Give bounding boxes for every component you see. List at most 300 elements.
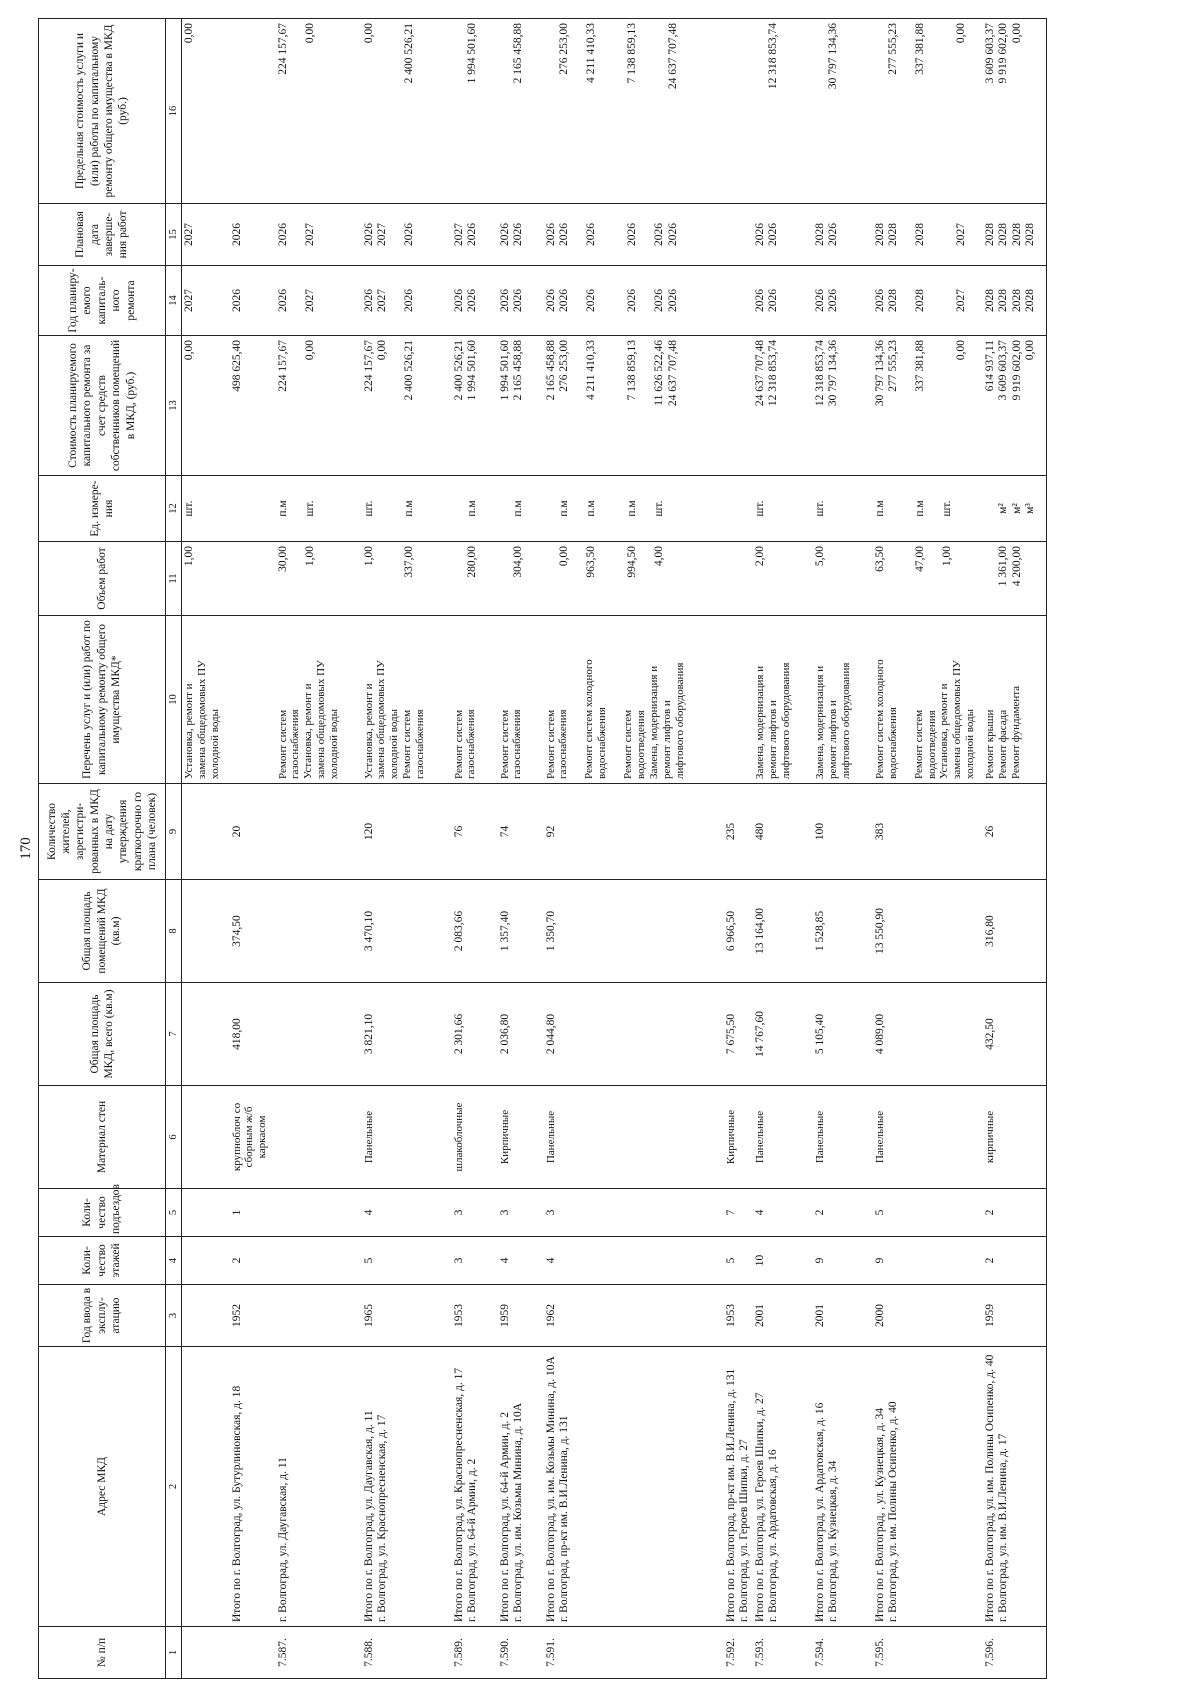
cell-floors: 4	[544, 1237, 724, 1285]
cell-entr: 3	[452, 1189, 498, 1237]
column-header: Общая площадь МКД, всего (кв.м)	[39, 983, 166, 1086]
cell-line: 2028	[997, 223, 1010, 246]
cell-vol	[276, 542, 362, 616]
cell-unit	[452, 476, 498, 542]
cell-line: шт.	[653, 500, 665, 517]
cell-line: холодной воды	[964, 708, 977, 779]
cell-line: 0,00	[303, 23, 316, 44]
cell-line	[572, 23, 586, 199]
cell-line	[612, 480, 626, 537]
cell-line	[984, 546, 998, 611]
cell-line: 2028	[887, 223, 900, 246]
cell-line	[545, 546, 559, 611]
cell-line: 277 555,23	[887, 340, 900, 392]
cell-limit	[983, 19, 1047, 204]
column-number: 7	[166, 983, 182, 1086]
cell-line: шлакоблочные	[452, 1102, 465, 1172]
cell-line	[290, 23, 304, 199]
cell-works	[230, 616, 276, 784]
cell-mat	[498, 1086, 544, 1189]
cell-line	[599, 340, 613, 471]
cell-year: 1959	[983, 1285, 1047, 1347]
cell-cost	[873, 336, 983, 476]
cell-year: 2000	[873, 1285, 983, 1347]
cell-line	[390, 208, 404, 261]
cell-line: 2028	[914, 223, 927, 246]
cell-floors: 9	[813, 1237, 873, 1285]
cell-line: 2026	[466, 223, 479, 246]
cell-res: 480	[753, 784, 813, 880]
cell-line	[499, 23, 513, 199]
cell-line: 1 994 501,60	[466, 23, 479, 84]
cell-works	[362, 616, 452, 784]
cell-cost	[182, 336, 230, 476]
cell-floors: 3	[452, 1237, 498, 1285]
cell-line	[814, 23, 828, 199]
cell-line	[390, 270, 404, 331]
cell-mat	[813, 1086, 873, 1189]
cell-line: 2027	[452, 223, 465, 246]
cell-line: замена общедомовых ПУ	[375, 660, 388, 779]
cell-area_p: 6 966,50	[724, 880, 753, 983]
cell-line: 0,00	[183, 23, 195, 44]
cell-end	[873, 204, 983, 266]
cell-line: 2028	[983, 223, 996, 246]
cell-line: 224 157,67	[276, 340, 289, 392]
cell-line	[612, 23, 626, 199]
cell-res: 92	[544, 784, 724, 880]
cell-line: п.м	[512, 500, 525, 517]
cell-line: 4,00	[653, 546, 665, 567]
cell-line: м³	[1024, 503, 1037, 514]
cell-line	[453, 23, 467, 199]
cell-line	[901, 340, 915, 471]
cell-line: 2026	[767, 223, 780, 246]
cell-area_p: 13 164,00	[753, 880, 813, 983]
cell-line: п.м	[625, 500, 638, 517]
cell-line: 1 994 501,60	[498, 340, 511, 401]
cell-line: 2026	[452, 289, 465, 312]
cell-line: 9 919 602,00	[1010, 340, 1023, 401]
cell-area_p: 1 350,70	[544, 880, 724, 983]
cell-line: г. Волгоград, ул. 64-й Армии, д. 2	[466, 1458, 479, 1622]
cell-line: ремонт лифтов и	[661, 700, 674, 779]
cell-line: 12 318 853,74	[767, 340, 780, 407]
cell-line: Ремонт систем	[401, 709, 414, 779]
cell-cost	[230, 336, 276, 476]
cell-line: замена общедомовых ПУ	[195, 660, 208, 779]
cell-line	[984, 480, 998, 537]
cell-limit	[544, 19, 724, 204]
cell-line: 2026	[276, 223, 289, 246]
cell-line: 337 381,88	[914, 23, 927, 75]
cell-line	[390, 480, 404, 537]
cell-line: водоснабжения	[886, 707, 899, 779]
cell-line	[639, 340, 653, 471]
cell-works	[182, 616, 230, 784]
cell-line	[928, 208, 942, 261]
cell-line: газоснабжения	[511, 709, 524, 779]
column-header: Материал стен	[39, 1086, 166, 1189]
cell-line	[653, 23, 667, 199]
cell-line: Итого по г. Волгоград, ул. Героев Шипки, д. 27	[753, 1392, 766, 1622]
cell-line: 1 994 501,60	[466, 340, 479, 401]
cell-line: 24 637 707,48	[753, 340, 766, 407]
cell-line: Замена, модернизация и	[648, 665, 661, 779]
cell-line: 2026	[625, 289, 638, 312]
table-row	[230, 19, 276, 1679]
cell-entr: 4	[753, 1189, 813, 1237]
cell-line: газоснабжения	[414, 709, 427, 779]
cell-num: 7.595.	[873, 1627, 983, 1679]
cell-year: 1952	[230, 1285, 276, 1347]
cell-line: 2026	[498, 289, 511, 312]
cell-line: 3 609 603,37	[983, 23, 996, 84]
cell-unit	[813, 476, 873, 542]
cell-mat	[873, 1086, 983, 1189]
cell-cost	[452, 336, 498, 476]
cell-line: 12 318 853,74	[813, 340, 826, 407]
cell-floors: 5	[362, 1237, 452, 1285]
cell-line: 0,00	[955, 23, 967, 44]
cell-line: 2027	[303, 289, 316, 312]
cell-line: 2 165 458,88	[512, 23, 525, 84]
cell-line	[612, 208, 626, 261]
cell-unit	[873, 476, 983, 542]
cell-addr	[362, 1347, 452, 1627]
column-number: 13	[166, 336, 182, 476]
cell-area: 4 089,00	[873, 983, 983, 1086]
cell-line: Ремонт систем	[498, 709, 511, 779]
cell-line: Панельные	[753, 1110, 766, 1164]
cell-line: Итого по г. Волгоград, пр-кт им. В.И.Ленина, д. 131	[724, 1368, 737, 1622]
cell-line: шт.	[813, 500, 826, 517]
cell-plan	[362, 266, 452, 336]
column-number: 1	[166, 1627, 182, 1679]
cell-line: 224 157,67	[362, 340, 375, 392]
cell-line: 4 200,00	[1010, 546, 1023, 587]
header-row	[39, 19, 166, 1679]
cell-line: кирпичные	[983, 1110, 996, 1164]
table-row	[813, 19, 873, 1679]
cell-line: 30 797 134,36	[873, 340, 886, 407]
cell-line: 9 919 602,00	[997, 23, 1010, 84]
cell-line	[612, 270, 626, 331]
cell-res: 20	[230, 784, 276, 880]
cell-area_p: 316,80	[983, 880, 1047, 983]
cell-year	[182, 1285, 230, 1347]
cell-line: 11 626 522,46	[653, 340, 665, 406]
cell-works	[276, 616, 362, 784]
cell-line	[599, 546, 613, 611]
cell-line: 0,00	[303, 340, 316, 361]
cell-area: 432,50	[983, 983, 1047, 1086]
cell-line: каркасом	[256, 1115, 269, 1159]
cell-line: 2028	[1010, 223, 1023, 246]
cell-line: сборным ж/б	[243, 1106, 256, 1168]
cell-line: 2 165 458,88	[544, 340, 557, 401]
cell-line: г. Волгоград, ул. им. Полины Осипенко, д. 40	[887, 1401, 900, 1622]
cell-addr	[813, 1347, 873, 1627]
cell-line: 2026	[403, 223, 416, 246]
cell-works	[498, 616, 544, 784]
cell-cost	[753, 336, 813, 476]
cell-line	[941, 208, 955, 261]
cell-line	[599, 208, 613, 261]
cell-line: 2026	[466, 289, 479, 312]
cell-plan	[276, 266, 362, 336]
cell-line: Панельные	[544, 1110, 557, 1164]
cell-line: водоснабжения	[596, 707, 609, 779]
cell-area_p: 2 083,66	[452, 880, 498, 983]
cell-end	[544, 204, 724, 266]
column-number: 5	[166, 1189, 182, 1237]
cell-end	[182, 204, 230, 266]
cell-line	[290, 208, 304, 261]
cell-line	[290, 546, 304, 611]
cell-num: 7.594.	[813, 1627, 873, 1679]
cell-addr	[983, 1347, 1047, 1627]
cell-line: шт.	[362, 500, 375, 517]
cell-line: холодной воды	[208, 708, 221, 779]
cell-addr	[544, 1347, 724, 1627]
cell-line: 337 381,88	[914, 340, 927, 392]
cell-line: 304,00	[512, 546, 525, 578]
cell-area_p: 3 470,10	[362, 880, 452, 983]
cell-line	[612, 340, 626, 471]
cell-line: 0,00	[955, 340, 967, 361]
cell-line: Итого по г. Волгоград, ул. Ардатовская, д. 16	[813, 1402, 826, 1622]
cell-year: 2001	[813, 1285, 873, 1347]
column-number: 4	[166, 1237, 182, 1285]
cell-line: м²	[997, 503, 1010, 514]
cell-line: 7 138 859,13	[625, 23, 638, 84]
cell-line: г. Волгоград, ул. Краснопресненская, д. 17	[376, 1414, 389, 1622]
cell-limit	[753, 19, 813, 204]
cell-line	[599, 480, 613, 537]
cell-line: водоотведения	[925, 710, 938, 779]
cell-line	[570, 620, 583, 779]
cell-limit	[813, 19, 873, 204]
cell-cost	[724, 336, 753, 476]
cell-line: 30 797 134,36	[827, 23, 840, 90]
cell-year	[276, 1285, 362, 1347]
column-header: Коли-чество этажей	[39, 1237, 166, 1285]
cell-line	[376, 546, 390, 611]
cell-num: 7.590.	[498, 1627, 544, 1679]
cell-line: 2028	[873, 223, 886, 246]
cell-line: 2028	[997, 289, 1010, 312]
cell-vol	[230, 542, 276, 616]
cell-line	[941, 23, 955, 199]
cell-line	[928, 23, 942, 199]
cell-line: шт.	[303, 500, 316, 517]
cell-cost	[362, 336, 452, 476]
cell-line: 2026	[498, 223, 511, 246]
cell-addr	[276, 1347, 362, 1627]
cell-line	[639, 546, 653, 611]
table-row	[873, 19, 983, 1679]
cell-entr: 7	[724, 1189, 753, 1237]
cell-line: 5,00	[813, 546, 826, 567]
cell-line: г. Волгоград, ул. Ардатовская, д. 16	[767, 1449, 780, 1622]
cell-line	[376, 480, 390, 537]
cell-line: 2028	[1010, 289, 1023, 312]
cell-addr	[873, 1347, 983, 1627]
cell-line: Установка, ремонт и	[938, 683, 951, 779]
column-header: Год планиру-емого капиталь-ного ремонта	[39, 266, 166, 336]
cell-line: 2028	[1024, 289, 1037, 312]
cell-cost	[813, 336, 873, 476]
cell-line: Панельные	[873, 1110, 886, 1164]
cell-entr	[182, 1189, 230, 1237]
cell-line	[900, 620, 913, 779]
cell-line: 7 138 859,13	[625, 340, 638, 401]
cell-res: 76	[452, 784, 498, 880]
table-row	[544, 19, 724, 1679]
column-header: Плановая дата заверше-ния работ	[39, 204, 166, 266]
cell-line	[639, 480, 653, 537]
table-row	[498, 19, 544, 1679]
cell-year: 2001	[753, 1285, 813, 1347]
cell-line: лифтового оборудования	[839, 662, 852, 779]
cell-line: 963,50	[585, 546, 598, 578]
column-number-row	[166, 19, 182, 1679]
cell-line: г. Волгоград, ул. Даугавская, д. 11	[276, 1457, 289, 1622]
cell-line: Ремонт систем	[912, 709, 925, 779]
cell-line: 2026	[558, 223, 571, 246]
cell-plan	[983, 266, 1047, 336]
cell-line: 2026	[230, 289, 243, 312]
cell-line	[599, 23, 613, 199]
cell-line	[453, 480, 467, 537]
cell-area: 418,00	[230, 983, 276, 1086]
cell-res: 120	[362, 784, 452, 880]
cell-end	[230, 204, 276, 266]
cell-works	[813, 616, 873, 784]
cell-floors: 9	[873, 1237, 983, 1285]
cell-line	[901, 208, 915, 261]
cell-year: 1965	[362, 1285, 452, 1347]
cell-end	[452, 204, 498, 266]
repair-plan-table-wrapper	[38, 19, 1178, 1679]
cell-plan	[753, 266, 813, 336]
cell-plan	[182, 266, 230, 336]
cell-line: 2026	[653, 289, 665, 312]
cell-unit	[498, 476, 544, 542]
cell-line: газоснабжения	[289, 709, 302, 779]
column-number: 3	[166, 1285, 182, 1347]
cell-floors: 10	[753, 1237, 813, 1285]
cell-line	[609, 620, 622, 779]
cell-unit	[724, 476, 753, 542]
cell-line: 47,00	[914, 546, 927, 572]
column-header: Количество жителей, зарегистри-рованных в МКД на дату утверждения краткосрочно го плана (человек)	[39, 784, 166, 880]
cell-line	[754, 23, 768, 199]
cell-plan	[498, 266, 544, 336]
cell-line: Панельные	[813, 1110, 826, 1164]
cell-line: 0,00	[376, 340, 389, 361]
cell-line: п.м	[558, 500, 571, 517]
cell-line	[545, 480, 559, 537]
cell-line: Установка, ремонт и	[362, 683, 375, 779]
cell-line: Кирпичные	[724, 1109, 737, 1165]
cell-line: 2027	[955, 289, 967, 312]
column-header: Стоимость планируемого капитального ремонта за счет средств собственников помещений в МКД, (руб.)	[39, 336, 166, 476]
cell-line	[572, 480, 586, 537]
column-number: 10	[166, 616, 182, 784]
cell-vol	[813, 542, 873, 616]
cell-addr	[753, 1347, 813, 1627]
cell-line: 2 400 526,21	[452, 340, 465, 401]
cell-entr: 2	[983, 1189, 1047, 1237]
cell-floors	[182, 1237, 230, 1285]
cell-line: п.м	[873, 500, 886, 517]
cell-line: 2026	[827, 289, 840, 312]
cell-line: Установка, ремонт и	[302, 683, 315, 779]
cell-line: г. Волгоград, пр-кт им. В.И.Ленина, д. 131	[558, 1415, 571, 1622]
cell-line: г. Волгоград, ул. им. Козьмы Минина, д. 10А	[512, 1402, 525, 1622]
cell-line: 2026	[544, 289, 557, 312]
column-number: 11	[166, 542, 182, 616]
cell-mat	[276, 1086, 362, 1189]
cell-line: 2026	[512, 289, 525, 312]
cell-res: 74	[498, 784, 544, 880]
cell-line: 2026	[666, 223, 679, 246]
cell-line: крупноблоч со	[230, 1102, 243, 1172]
cell-works	[753, 616, 813, 784]
cell-vol	[544, 542, 724, 616]
cell-line: лифтового оборудования	[674, 662, 687, 779]
cell-mat	[544, 1086, 724, 1189]
cell-line: 1,00	[362, 546, 375, 567]
cell-works	[873, 616, 983, 784]
cell-line: г. Волгоград, ул. Кузнецкая, д. 34	[827, 1460, 840, 1622]
cell-floors	[276, 1237, 362, 1285]
cell-line: газоснабжения	[557, 709, 570, 779]
cell-line: 3 609 603,37	[997, 340, 1010, 401]
cell-line: 2027	[183, 223, 195, 246]
cell-line	[639, 208, 653, 261]
cell-num: 7.591.	[544, 1627, 724, 1679]
cell-line: 277 555,23	[887, 23, 900, 75]
cell-line: 2026	[753, 223, 766, 246]
cell-area_p: 374,50	[230, 880, 276, 983]
cell-line: Ремонт систем холодного	[873, 659, 886, 779]
table-row	[276, 19, 362, 1679]
cell-line	[499, 546, 513, 611]
cell-area: 7 675,50	[724, 983, 753, 1086]
cell-line: шт.	[183, 500, 195, 517]
cell-line: 2026	[585, 289, 598, 312]
table-row	[362, 19, 452, 1679]
cell-vol	[498, 542, 544, 616]
cell-unit	[230, 476, 276, 542]
cell-entr: 3	[544, 1189, 724, 1237]
cell-line	[453, 546, 467, 611]
cell-entr: 5	[873, 1189, 983, 1237]
cell-entr: 3	[498, 1189, 544, 1237]
cell-end	[498, 204, 544, 266]
cell-line: 0,00	[1024, 340, 1037, 361]
cell-line: 2028	[914, 289, 927, 312]
cell-line	[390, 340, 404, 471]
cell-line	[499, 480, 513, 537]
cell-limit	[276, 19, 362, 204]
cell-vol	[873, 542, 983, 616]
cell-line: Ремонт систем	[544, 709, 557, 779]
cell-line: замена общедомовых ПУ	[315, 660, 328, 779]
